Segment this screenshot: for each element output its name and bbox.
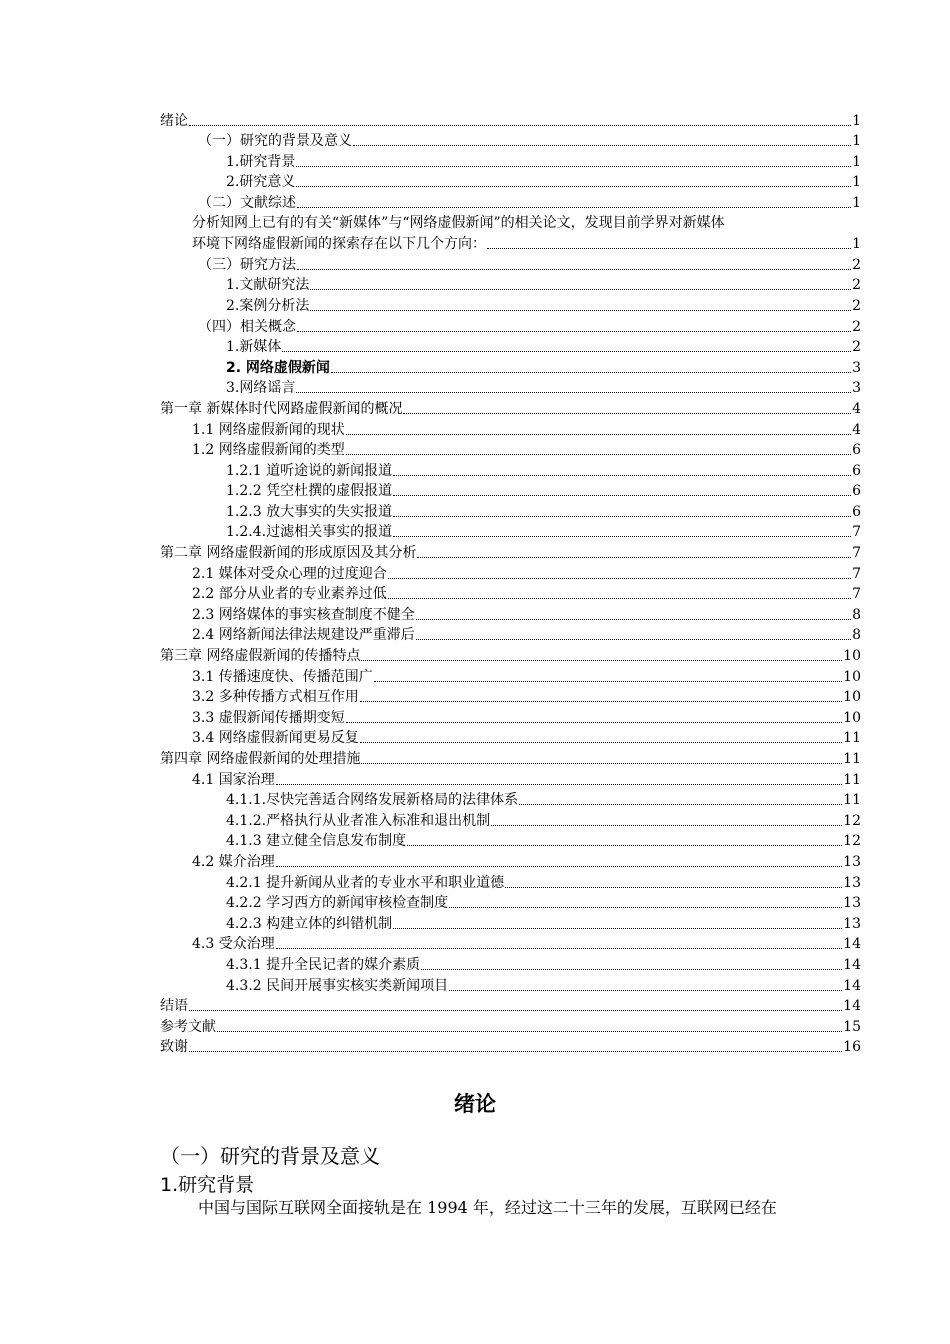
toc-entry-title: （四）相关概念: [198, 318, 296, 335]
toc-page-number: 1: [852, 194, 861, 211]
toc-entry[interactable]: [160, 192, 861, 213]
toc-page-number: 3: [852, 380, 861, 397]
toc-entry[interactable]: [160, 398, 861, 419]
toc-entry[interactable]: [160, 1016, 861, 1037]
toc-entry-title: 第三章 网络虚假新闻的传播特点: [160, 648, 361, 665]
toc-leader-dots: [417, 557, 851, 558]
toc-entry[interactable]: [160, 440, 861, 461]
toc-entry-title: （二）文献综述: [198, 194, 296, 211]
toc-leader-dots: [505, 887, 842, 888]
toc-entry[interactable]: [160, 275, 861, 296]
toc-leader-dots: [449, 990, 842, 991]
toc-leader-dots: [360, 742, 842, 743]
toc-entry[interactable]: [160, 481, 861, 502]
toc-entry[interactable]: [160, 522, 861, 543]
toc-page-number: 11: [843, 792, 861, 809]
toc-entry[interactable]: [160, 419, 861, 440]
toc-entry-title: 4.1.1.尽快完善适合网络发展新格局的法律体系: [226, 792, 519, 809]
toc-entry[interactable]: [160, 996, 861, 1017]
toc-page-number: 2: [852, 339, 861, 356]
toc-entry[interactable]: [160, 357, 861, 378]
body-paragraph: 中国与国际互联网全面接轨是在 1994 年，经过这二十三年的发展，互联网已经在: [198, 1198, 777, 1217]
toc-page-number: 14: [843, 956, 861, 973]
toc-leader-dots: [310, 310, 851, 311]
toc-leader-dots: [360, 701, 842, 702]
toc-entry-title: 1.2.1 道听途说的新闻报道: [226, 462, 393, 479]
toc-entry[interactable]: [160, 295, 861, 316]
toc-page-number: 10: [843, 709, 861, 726]
toc-entry-title: 环境下网络虚假新闻的探索存在以下几个方向：: [192, 235, 486, 252]
toc-leader-dots: [282, 351, 851, 352]
toc-leader-dots: [393, 516, 851, 517]
toc-leader-dots: [353, 145, 851, 146]
toc-leader-dots: [421, 969, 842, 970]
toc-entry-title: 4.2.3 构建立体的纠错机制: [226, 915, 393, 932]
toc-page-number: 1: [852, 235, 861, 252]
toc-entry-title: 2.2 部分从业者的专业素养过低: [192, 586, 387, 603]
toc-leader-dots: [407, 845, 842, 846]
toc-entry[interactable]: [160, 337, 861, 358]
toc-entry-title: 3.4 网络虚假新闻更易反复: [192, 730, 359, 747]
toc-entry-title: 4.1.3 建立健全信息发布制度: [226, 833, 407, 850]
toc-entry-title: 分析知网上已有的有关“新媒体”与“网络虚假新闻”的相关论文，发现目前学界对新媒体: [192, 214, 725, 231]
toc-page-number: 1: [852, 153, 861, 170]
toc-leader-dots: [297, 331, 851, 332]
toc-page-number: 12: [843, 812, 861, 829]
toc-page-number: 7: [852, 524, 861, 541]
toc-page-number: 14: [843, 977, 861, 994]
toc-entry[interactable]: [160, 934, 861, 955]
toc-leader-dots: [388, 598, 851, 599]
toc-leader-dots: [297, 207, 851, 208]
toc-entry-title: 1.新媒体: [226, 339, 282, 356]
toc-entry[interactable]: [160, 110, 861, 131]
toc-entry[interactable]: [160, 131, 861, 152]
toc-entry-title: 1.研究背景: [226, 153, 296, 170]
toc-entry-title: 2. 网络虚假新闻: [226, 359, 330, 376]
toc-page-number: 6: [852, 442, 861, 459]
toc-leader-dots: [276, 866, 842, 867]
toc-entry[interactable]: [160, 707, 861, 728]
toc-entry-title: 结语: [160, 998, 188, 1015]
toc-entry[interactable]: [160, 893, 861, 914]
toc-entry[interactable]: [160, 769, 861, 790]
toc-leader-dots: [346, 434, 851, 435]
toc-entry[interactable]: [160, 254, 861, 275]
toc-leader-dots: [346, 722, 842, 723]
toc-page-number: 15: [843, 1018, 861, 1035]
toc-page-number: 7: [852, 586, 861, 603]
toc-entry[interactable]: [160, 604, 861, 625]
toc-page-number: 13: [843, 874, 861, 891]
toc-entry-title: 1.2.4.过滤相关事实的报道: [226, 524, 393, 541]
toc-entry-title: 4.1 国家治理: [192, 771, 275, 788]
toc-leader-dots: [331, 372, 851, 373]
toc-leader-dots: [449, 907, 842, 908]
toc-entry-title: 3.3 虚假新闻传播期变短: [192, 709, 345, 726]
toc-leader-dots: [491, 825, 842, 826]
toc-page-number: 11: [843, 730, 861, 747]
toc-page-number: 13: [843, 895, 861, 912]
toc-entry[interactable]: [160, 645, 861, 666]
toc-leader-dots: [519, 804, 842, 805]
toc-entry[interactable]: [160, 913, 861, 934]
toc-entry-title: 1.2.3 放大事实的失实报道: [226, 503, 393, 520]
toc-page-number: 16: [843, 1039, 861, 1056]
toc-entry[interactable]: [160, 954, 861, 975]
toc-entry[interactable]: [160, 687, 861, 708]
toc-leader-dots: [189, 1051, 842, 1052]
toc-leader-dots: [189, 125, 851, 126]
toc-leader-dots: [189, 1010, 842, 1011]
chapter-heading: 绪论: [454, 1092, 496, 1116]
toc-entry-title: （三）研究方法: [198, 256, 296, 273]
toc-page-number: 14: [843, 998, 861, 1015]
toc-page-number: 11: [843, 771, 861, 788]
toc-leader-dots: [310, 289, 851, 290]
toc-leader-dots: [276, 784, 842, 785]
toc-entry-title: 4.2 媒介治理: [192, 853, 275, 870]
toc-entry-title: 2.研究意义: [226, 174, 296, 191]
toc-leader-dots: [374, 681, 842, 682]
toc-entry-title: 4.3 受众治理: [192, 936, 275, 953]
toc-entry-title: 3.1 传播速度快、传播范围广: [192, 668, 373, 685]
toc-page-number: 13: [843, 853, 861, 870]
toc-entry-title: 1.1 网络虚假新闻的现状: [192, 421, 345, 438]
toc-leader-dots: [361, 763, 842, 764]
toc-page-number: 2: [852, 277, 861, 294]
toc-entry-title: 3.网络谣言: [226, 380, 296, 397]
toc-entry[interactable]: [160, 975, 861, 996]
toc-entry-title: 致谢: [160, 1039, 188, 1056]
toc-page-number: 6: [852, 483, 861, 500]
toc-entry-title: 1.2.2 凭空杜撰的虚假报道: [226, 483, 393, 500]
toc-entry-title: 2.4 网络新闻法律法规建设严重滞后: [192, 627, 415, 644]
toc-entry-title: 4.1.2.严格执行从业者准入标准和退出机制: [226, 812, 491, 829]
toc-entry-title: 4.2.2 学习西方的新闻审核检查制度: [226, 895, 449, 912]
toc-leader-dots: [346, 454, 851, 455]
toc-entry[interactable]: [160, 728, 861, 749]
table-of-contents: [160, 110, 861, 1057]
toc-entry-title: （一）研究的背景及意义: [198, 133, 352, 150]
toc-entry-title: 1.文献研究法: [226, 277, 310, 294]
toc-page-number: 10: [843, 648, 861, 665]
toc-leader-dots: [297, 269, 851, 270]
toc-entry[interactable]: [160, 213, 861, 254]
toc-entry-title: 4.3.1 提升全民记者的媒介素质: [226, 956, 421, 973]
toc-page-number: 11: [843, 751, 861, 767]
toc-entry[interactable]: [160, 542, 861, 563]
toc-entry[interactable]: [160, 810, 861, 831]
toc-entry-title: 绪论: [160, 112, 188, 129]
toc-page-number: 6: [852, 462, 861, 479]
toc-entry-title: 4.3.2 民间开展事实核实类新闻项目: [226, 977, 449, 994]
toc-page-number: 10: [843, 668, 861, 685]
toc-entry[interactable]: [160, 460, 861, 481]
toc-entry-title: 2.案例分析法: [226, 297, 310, 314]
toc-leader-dots: [403, 413, 851, 414]
subsection-heading: 1.研究背景: [160, 1174, 255, 1196]
toc-page-number: 4: [852, 400, 861, 417]
toc-entry[interactable]: [160, 316, 861, 337]
toc-page-number: 10: [843, 689, 861, 706]
toc-entry[interactable]: [160, 666, 861, 687]
toc-leader-dots: [276, 948, 842, 949]
toc-leader-dots: [416, 619, 851, 620]
toc-page-number: 7: [852, 565, 861, 582]
toc-leader-dots: [416, 639, 851, 640]
toc-entry-title: 第二章 网络虚假新闻的形成原因及其分析: [160, 545, 417, 562]
toc-page-number: 8: [852, 627, 861, 644]
toc-leader-dots: [393, 536, 851, 537]
toc-entry[interactable]: [160, 831, 861, 852]
toc-entry[interactable]: [160, 872, 861, 893]
toc-page-number: 1: [852, 133, 861, 150]
toc-entry-title: 2.1 媒体对受众心理的过度迎合: [192, 565, 387, 582]
toc-leader-dots: [217, 1031, 842, 1032]
toc-entry-title: 1.2 网络虚假新闻的类型: [192, 442, 345, 459]
toc-page-number: 6: [852, 503, 861, 520]
toc-leader-dots: [393, 495, 851, 496]
toc-leader-dots: [361, 660, 842, 661]
toc-entry[interactable]: [160, 584, 861, 605]
toc-entry-title: 3.2 多种传播方式相互作用: [192, 689, 359, 706]
toc-leader-dots: [388, 578, 851, 579]
toc-entry[interactable]: [160, 151, 861, 172]
toc-page-number: 12: [843, 833, 861, 850]
toc-page-number: 7: [852, 545, 861, 562]
toc-entry[interactable]: [160, 790, 861, 811]
toc-leader-dots: [393, 928, 842, 929]
toc-entry[interactable]: [160, 1037, 861, 1058]
toc-page-number: 13: [843, 915, 861, 932]
toc-page-number: 2: [852, 297, 861, 314]
toc-leader-dots: [296, 392, 851, 393]
toc-entry[interactable]: [160, 172, 861, 193]
toc-page-number: 1: [852, 174, 861, 191]
toc-page-number: 3: [852, 359, 861, 376]
toc-leader-dots: [296, 166, 851, 167]
toc-entry[interactable]: [160, 501, 861, 522]
toc-entry-title: 参考文献: [160, 1018, 216, 1035]
toc-page-number: 2: [852, 256, 861, 273]
section-heading: （一）研究的背景及意义: [160, 1144, 380, 1168]
toc-page-number: 4: [852, 421, 861, 438]
toc-leader-dots: [393, 475, 851, 476]
toc-entry[interactable]: [160, 625, 861, 646]
toc-page-number: 2: [852, 318, 861, 335]
toc-leader-dots: [487, 248, 851, 249]
toc-page-number: 14: [843, 936, 861, 953]
toc-page-number: 1: [852, 112, 861, 129]
toc-entry-title: 第四章 网络虚假新闻的处理措施: [160, 751, 361, 767]
toc-leader-dots: [296, 186, 851, 187]
toc-entry[interactable]: [160, 748, 861, 769]
toc-entry-title: 4.2.1 提升新闻从业者的专业水平和职业道德: [226, 874, 505, 891]
toc-entry[interactable]: [160, 851, 861, 872]
toc-entry-title: 第一章 新媒体时代网路虚假新闻的概况: [160, 400, 403, 417]
toc-page-number: 8: [852, 606, 861, 623]
toc-entry-title: 2.3 网络媒体的事实核查制度不健全: [192, 606, 415, 623]
toc-entry[interactable]: [160, 563, 861, 584]
toc-entry[interactable]: [160, 378, 861, 399]
